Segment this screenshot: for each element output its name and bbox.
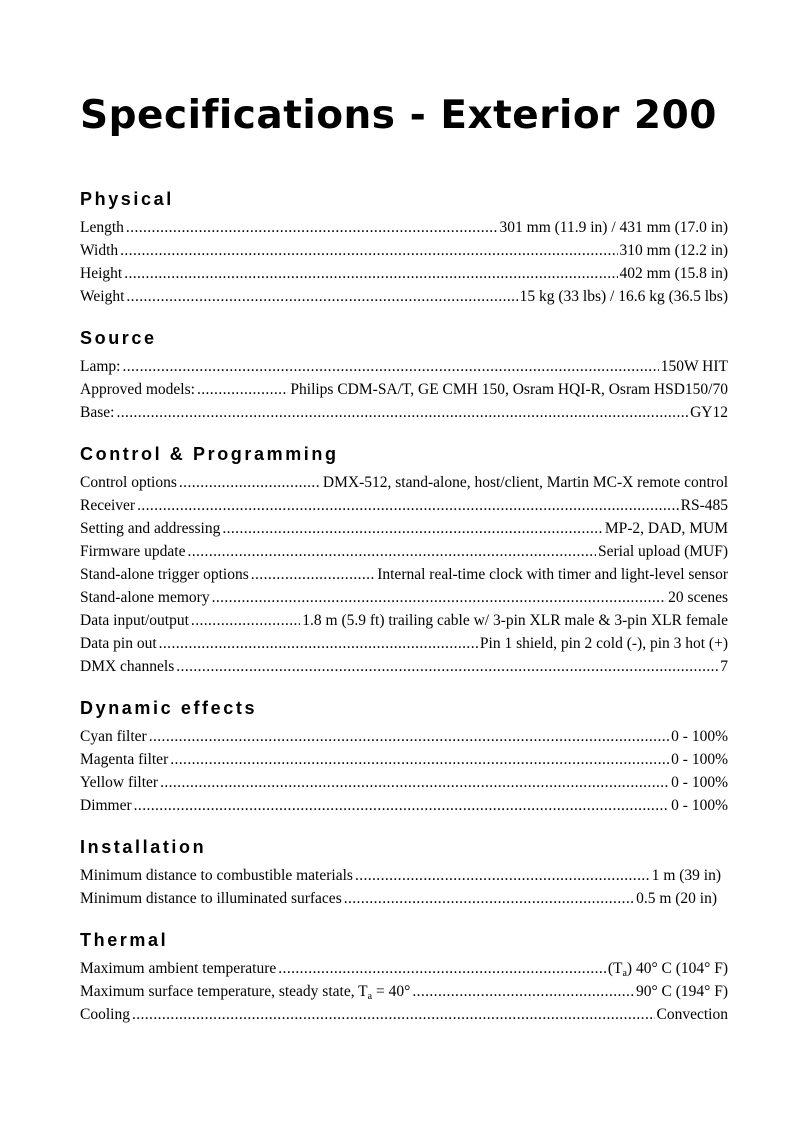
spec-label: Minimum distance to combustible materials	[80, 867, 353, 884]
spec-value: GY12	[690, 404, 728, 421]
label-text: = 40°	[372, 983, 411, 1000]
spec-value: RS-485	[680, 497, 728, 514]
spec-row	[80, 216, 728, 239]
spec-value: 0.5 m (20 in)	[636, 890, 717, 907]
spec-row	[80, 771, 728, 794]
dot-leader	[222, 517, 603, 540]
spec-value: 7	[720, 658, 728, 675]
spec-row	[80, 586, 728, 609]
spec-label: Width	[80, 242, 119, 259]
spec-label: Cooling	[80, 1006, 130, 1023]
dot-leader	[412, 980, 634, 1003]
dot-leader	[149, 725, 669, 748]
spec-label	[80, 980, 410, 1003]
dot-leader	[344, 887, 634, 910]
spec-value: 1.8 m (5.9 ft) trailing cable w/ 3-pin XLR male & 3-pin XLR female	[302, 612, 728, 629]
spec-row	[80, 285, 728, 308]
spec-row	[80, 609, 728, 632]
dot-leader	[137, 494, 679, 517]
spec-row	[80, 262, 728, 285]
spec-row	[80, 655, 728, 678]
spec-value: 1 m (39 in)	[651, 867, 721, 884]
spec-value: 0 - 100%	[671, 797, 728, 814]
spec-value: DMX-512, stand-alone, host/client, Martin MC-X remote control	[322, 474, 728, 491]
spec-value: 402 mm (15.8 in)	[619, 265, 728, 282]
section-source	[80, 326, 728, 424]
spec-row	[80, 494, 728, 517]
section-physical	[80, 187, 728, 308]
dot-leader	[179, 471, 321, 494]
spec-label: Yellow filter	[80, 774, 159, 791]
dot-leader	[176, 655, 718, 678]
spec-value: 310 mm (12.2 in)	[619, 242, 728, 259]
spec-row	[80, 517, 728, 540]
spec-label: Height	[80, 265, 123, 282]
spec-label: Setting and addressing	[80, 520, 221, 537]
spec-label: Cyan filter	[80, 728, 147, 745]
dot-leader	[355, 864, 650, 887]
spec-label: Stand-alone memory	[80, 589, 210, 606]
dot-leader	[126, 285, 517, 308]
spec-row	[80, 540, 728, 563]
spec-row	[80, 563, 728, 586]
spec-label: Weight	[80, 288, 125, 305]
spec-row	[80, 725, 728, 748]
spec-value: 0 - 100%	[671, 751, 728, 768]
spec-value: Convection	[656, 1006, 728, 1023]
dot-leader	[278, 957, 606, 980]
spec-row	[80, 980, 728, 1003]
dot-leader	[187, 540, 596, 563]
spec-row	[80, 748, 728, 771]
spec-label: Minimum distance to illuminated surfaces	[80, 890, 342, 907]
dot-leader	[191, 609, 300, 632]
section-control-programming	[80, 442, 728, 678]
spec-label: Firmware update	[80, 543, 186, 560]
dot-leader	[122, 355, 658, 378]
dot-leader	[159, 632, 478, 655]
spec-label: Magenta filter	[80, 751, 169, 768]
value-text: (T	[607, 960, 623, 977]
spec-row	[80, 471, 728, 494]
spec-value: Pin 1 shield, pin 2 cold (-), pin 3 hot (+)	[479, 635, 728, 652]
dot-leader	[124, 262, 617, 285]
section-heading: Dynamic effects	[80, 698, 258, 718]
spec-value: 0 - 100%	[671, 728, 728, 745]
spec-label: Stand-alone trigger options	[80, 566, 249, 583]
subscript: a	[367, 991, 373, 1002]
page-title: Specifications - Exterior 200	[80, 93, 717, 138]
spec-row	[80, 794, 728, 817]
value-text: ) 40° C (104° F)	[626, 960, 728, 977]
spec-value: 150W HIT	[660, 358, 728, 375]
spec-label: Base:	[80, 404, 115, 421]
spec-value: 301 mm (11.9 in) / 431 mm (17.0 in)	[499, 219, 728, 236]
spec-label: Data pin out	[80, 635, 157, 652]
section-heading: Thermal	[80, 930, 169, 950]
section-dynamic-effects	[80, 696, 728, 817]
spec-row	[80, 864, 721, 887]
spec-label: Length	[80, 219, 124, 236]
spec-row	[80, 887, 717, 910]
dot-leader	[160, 771, 669, 794]
spec-label: Approved models:	[80, 381, 195, 398]
spec-value: Serial upload (MUF)	[597, 543, 728, 560]
spec-value: 20 scenes	[668, 589, 728, 606]
section-heading: Control & Programming	[80, 444, 339, 464]
spec-row	[80, 239, 728, 262]
spec-label: Control options	[80, 474, 177, 491]
section-heading: Source	[80, 328, 157, 348]
spec-label: Data input/output	[80, 612, 189, 629]
dot-leader	[212, 586, 667, 609]
spec-label: DMX channels	[80, 658, 175, 675]
spec-label: Dimmer	[80, 797, 132, 814]
spec-label: Maximum ambient temperature	[80, 960, 277, 977]
spec-value	[608, 957, 728, 980]
spec-value: Internal real-time clock with timer and light-level sensor	[377, 566, 728, 583]
dot-leader	[132, 1003, 655, 1026]
dot-leader	[251, 563, 375, 586]
dot-leader	[126, 216, 498, 239]
label-text: Maximum surface temperature, steady state, T	[80, 983, 368, 1000]
section-heading: Installation	[80, 837, 207, 857]
section-thermal	[80, 928, 728, 1026]
spec-value: Philips CDM-SA/T, GE CMH 150, Osram HQI-R, Osram HSD150/70	[290, 381, 728, 398]
dot-leader	[134, 794, 670, 817]
dot-leader	[116, 401, 688, 424]
spec-label: Receiver	[80, 497, 136, 514]
spec-row	[80, 957, 728, 980]
dot-leader	[170, 748, 669, 771]
section-heading: Physical	[80, 189, 174, 209]
spec-page	[80, 90, 728, 1044]
subscript: a	[622, 968, 627, 979]
dot-leader	[197, 378, 288, 401]
section-installation	[80, 835, 728, 910]
spec-value: 90° C (194° F)	[635, 983, 728, 1000]
dot-leader	[120, 239, 617, 262]
spec-row	[80, 378, 728, 401]
spec-label: Lamp:	[80, 358, 121, 375]
spec-value: MP-2, DAD, MUM	[604, 520, 728, 537]
spec-value: 0 - 100%	[671, 774, 728, 791]
spec-row	[80, 1003, 728, 1026]
spec-row	[80, 401, 728, 424]
spec-row	[80, 355, 728, 378]
spec-value: 15 kg (33 lbs) / 16.6 kg (36.5 lbs)	[519, 288, 728, 305]
spec-row	[80, 632, 728, 655]
